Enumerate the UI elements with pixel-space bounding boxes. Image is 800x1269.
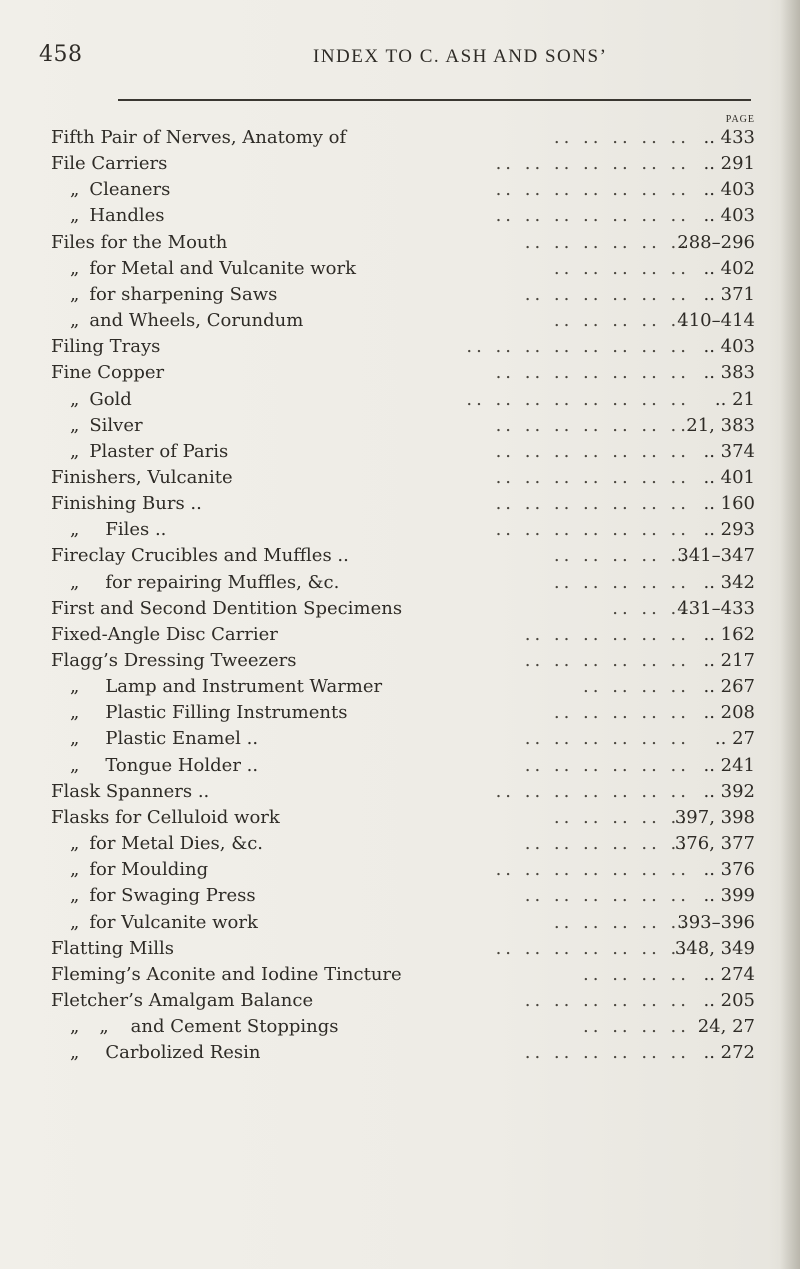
ditto-mark: „	[70, 519, 80, 541]
ditto-mark: „	[70, 754, 80, 776]
index-term	[51, 230, 227, 256]
index-term-text: for Metal Dies, &c.	[89, 833, 264, 855]
dot-leader: .. .. .. .. .. .. ..	[495, 205, 690, 227]
index-entry	[0, 726, 800, 752]
dot-leader: .. .. .. .. .. ..	[524, 989, 690, 1011]
index-term-text: Fine Copper	[51, 362, 165, 384]
index-page-reference: .. 241	[703, 754, 755, 776]
index-term-text: Silver	[89, 414, 143, 436]
index-entry	[0, 962, 800, 988]
index-term-text: Fleming’s Aconite and Iodine Tincture	[51, 963, 402, 985]
index-term	[70, 674, 382, 700]
index-term-text: First and Second Dentition Specimens	[51, 597, 403, 619]
index-term	[51, 360, 164, 386]
index-term-text: Finishers, Vulcanite	[51, 466, 233, 488]
index-page-reference: 410–414	[677, 310, 755, 332]
index-entry	[0, 151, 800, 177]
index-page-reference: .. 342	[703, 571, 755, 593]
index-page-reference: .. 403	[703, 205, 755, 227]
index-entry	[0, 203, 800, 229]
dot-leader: .. .. .. .. .. .. ..	[495, 440, 690, 462]
index-entry	[0, 883, 800, 909]
index-page-reference: .. 392	[703, 780, 755, 802]
index-page-reference: .. 403	[703, 179, 755, 201]
index-entry	[0, 753, 800, 779]
index-entry	[0, 857, 800, 883]
index-term	[51, 779, 209, 805]
index-entry	[0, 622, 800, 648]
index-term-text: Flagg’s Dressing Tweezers	[51, 650, 297, 671]
dot-leader: .. .. .. .. ..	[553, 545, 690, 567]
index-entry	[0, 177, 800, 203]
index-entry	[0, 596, 800, 622]
index-page-reference: .. 371	[703, 283, 755, 305]
index-term-text: Fletcher’s Amalgam Balance	[51, 989, 314, 1011]
index-term	[51, 622, 278, 648]
dot-leader: .. .. .. .. ..	[553, 310, 690, 332]
ditto-mark: „	[70, 911, 80, 933]
dot-leader: .. .. .. .. .. .. ..	[495, 859, 690, 881]
dot-leader: .. .. .. .. .. .. ..	[495, 937, 690, 959]
index-term	[70, 700, 347, 726]
index-entry	[0, 543, 800, 569]
dot-leader: .. .. .. .. .. .. ..	[495, 153, 690, 175]
ditto-mark: „	[70, 440, 80, 462]
index-term-text: for Metal and Vulcanite work	[89, 257, 356, 279]
ditto-mark: „	[70, 728, 80, 750]
dot-leader: .. .. .. .. .. ..	[524, 1042, 690, 1064]
index-entry	[0, 413, 800, 439]
index-page-reference: 431–433	[677, 597, 755, 619]
index-term-text: Fixed-Angle Disc Carrier	[51, 623, 278, 645]
index-term	[51, 988, 313, 1014]
ditto-mark: „	[70, 859, 80, 881]
ditto-mark: „	[70, 1042, 80, 1064]
index-page-reference: .. 272	[703, 1042, 755, 1064]
index-entry	[0, 805, 800, 831]
index-entry	[0, 256, 800, 282]
index-term	[51, 596, 402, 622]
page-edge-shadow	[780, 0, 800, 1269]
index-term	[70, 256, 356, 282]
index-term	[70, 203, 165, 229]
index-entry	[0, 308, 800, 334]
index-term-text: Flatting Mills	[51, 937, 174, 959]
dot-leader: .. .. .. .. .. .. ..	[495, 493, 690, 515]
index-term-text: and Cement Stoppings	[130, 1016, 339, 1038]
index-term	[70, 177, 170, 203]
index-term-text: Files ..	[105, 519, 167, 541]
ditto-mark: „	[99, 1016, 109, 1038]
index-term	[51, 543, 349, 569]
dot-leader: .. .. .. .. .. .. ..	[495, 466, 690, 488]
index-term-text: Finishing Burs ..	[51, 493, 202, 515]
index-entry	[0, 570, 800, 596]
index-term	[70, 726, 258, 752]
index-term-text: for Vulcanite work	[89, 911, 258, 933]
ditto-mark: „	[70, 205, 80, 227]
index-term	[70, 439, 228, 465]
dot-leader: .. .. ..	[612, 597, 690, 619]
index-entry	[0, 910, 800, 936]
index-entry	[0, 230, 800, 256]
index-term	[70, 831, 263, 857]
dot-leader: .. .. .. .. .. .. ..	[495, 780, 690, 802]
dot-leader: .. .. .. .. .. ..	[524, 728, 690, 750]
index-page-reference: .. 27	[714, 728, 755, 750]
index-term-text: Plaster of Paris	[89, 440, 229, 462]
ditto-mark: „	[70, 257, 80, 279]
index-term	[70, 753, 258, 779]
index-page-reference: 341–347	[677, 545, 755, 567]
dot-leader: .. .. .. ..	[583, 963, 690, 985]
index-entry	[0, 1040, 800, 1066]
dot-leader: .. .. .. .. .. .. ..	[495, 179, 690, 201]
index-term	[70, 387, 132, 413]
index-term	[70, 1014, 338, 1040]
index-term	[70, 1040, 260, 1066]
ditto-mark: „	[70, 283, 80, 305]
index-page-reference: .. 401	[703, 466, 755, 488]
dot-leader: .. .. .. .. .. .. ..	[495, 519, 690, 541]
index-term-text: Lamp and Instrument Warmer	[105, 676, 383, 698]
ditto-mark: „	[70, 885, 80, 907]
index-term-text: for Swaging Press	[89, 885, 256, 907]
index-entry	[0, 936, 800, 962]
dot-leader: .. .. .. .. ..	[553, 702, 690, 724]
index-term	[51, 648, 297, 674]
index-term-text: Fireclay Crucibles and Muffles ..	[51, 545, 349, 567]
index-entry	[0, 334, 800, 360]
dot-leader: .. .. .. .. ..	[553, 806, 690, 828]
index-page-reference: .. 403	[703, 336, 755, 358]
index-term	[51, 334, 160, 360]
index-page-reference: .. 291	[703, 153, 755, 175]
index-entry	[0, 439, 800, 465]
index-term	[51, 465, 233, 491]
index-term	[70, 857, 208, 883]
dot-leader: .. .. .. .. .. ..	[524, 623, 690, 645]
ditto-mark: „	[70, 676, 80, 698]
dot-leader: .. .. .. .. .. ..	[524, 650, 690, 671]
dot-leader: .. .. .. .. .. ..	[524, 885, 690, 907]
index-term-text: Flask Spanners ..	[51, 780, 210, 802]
dot-leader: .. .. .. .. ..	[553, 571, 690, 593]
header-rule	[118, 99, 751, 101]
index-page-reference: .. 267	[703, 676, 755, 698]
index-term-text: Handles	[89, 205, 165, 227]
index-term-text: Fifth Pair of Nerves, Anatomy of	[51, 127, 347, 148]
index-entry	[0, 360, 800, 386]
index-term-text: Filing Trays	[51, 336, 161, 358]
ditto-mark: „	[70, 833, 80, 855]
index-term-text: Carbolized Resin	[105, 1042, 261, 1064]
dot-leader: .. .. .. .. ..	[553, 257, 690, 279]
index-entry	[0, 465, 800, 491]
ditto-mark: „	[70, 388, 80, 410]
index-term-text: Plastic Filling Instruments	[105, 702, 348, 724]
index-term	[51, 125, 346, 151]
ditto-mark: „	[70, 571, 80, 593]
index-page-reference: .. 205	[703, 989, 755, 1011]
running-head: INDEX TO C. ASH AND SONS’	[313, 46, 608, 67]
index-page-reference: .. 162	[703, 623, 755, 645]
index-term	[51, 151, 167, 177]
index-term-text: Tongue Holder ..	[105, 754, 259, 776]
index-page-reference: 348, 349	[674, 937, 755, 959]
index-term-text: for Moulding	[89, 859, 209, 881]
index-entry	[0, 700, 800, 726]
index-term-text: for sharpening Saws	[89, 283, 278, 305]
index-entry	[0, 387, 800, 413]
index-page-reference: 393–396	[677, 911, 755, 933]
dot-leader: .. .. .. .. .. ..	[524, 754, 690, 776]
dot-leader: .. .. .. .. .. ..	[524, 833, 690, 855]
index-page-reference: .. 217	[703, 650, 755, 671]
index-entry	[0, 648, 800, 674]
dot-leader: .. .. .. .. ..	[553, 127, 690, 148]
dot-leader: .. .. .. .. .. .. ..	[495, 414, 690, 436]
index-entry	[0, 517, 800, 543]
dot-leader: .. .. .. .. .. .. .. ..	[466, 336, 690, 358]
index-entry	[0, 125, 800, 151]
index-page-reference: .. 399	[703, 885, 755, 907]
dot-leader: .. .. .. .. .. .. ..	[495, 362, 690, 384]
dot-leader: .. .. .. .. .. .. .. ..	[466, 388, 690, 410]
index-entry	[0, 831, 800, 857]
index-page-reference: 21, 383	[686, 414, 755, 436]
index-term-text: Files for the Mouth	[51, 231, 228, 253]
page-number: 458	[39, 42, 83, 67]
index-term	[70, 570, 339, 596]
index-term	[70, 883, 256, 909]
index-page-reference: 288–296	[677, 231, 755, 253]
index-entry	[0, 1014, 800, 1040]
dot-leader: .. .. .. .. .. ..	[524, 283, 690, 305]
index-entry	[0, 282, 800, 308]
ditto-mark: „	[70, 310, 80, 332]
ditto-mark: „	[70, 1016, 80, 1038]
ditto-mark: „	[70, 702, 80, 724]
dot-leader: .. .. .. ..	[583, 676, 690, 698]
index-term-text: File Carriers	[51, 153, 168, 175]
index-page-reference: .. 208	[703, 702, 755, 724]
index-page-reference: .. 21	[714, 388, 755, 410]
index-entry	[0, 491, 800, 517]
index-entry	[0, 779, 800, 805]
index-term-text: Flasks for Celluloid work	[51, 806, 280, 828]
index-page-reference: 376, 377	[674, 833, 755, 855]
index-page-reference: 397, 398	[674, 806, 755, 828]
index-term	[70, 910, 258, 936]
dot-leader: .. .. .. ..	[583, 1016, 690, 1038]
index-page-reference: .. 383	[703, 362, 755, 384]
dot-leader: .. .. .. .. .. ..	[524, 231, 690, 253]
index-term	[51, 805, 280, 831]
index-term-text: Gold	[89, 388, 132, 410]
dot-leader: .. .. .. .. ..	[553, 911, 690, 933]
index-term-text: Cleaners	[89, 179, 171, 201]
index-term	[51, 936, 174, 962]
index-term	[51, 962, 402, 988]
index-term	[70, 308, 303, 334]
index-page-reference: 24, 27	[697, 1016, 755, 1038]
index-term	[51, 491, 202, 517]
index-entry	[0, 988, 800, 1014]
index-term-text: for repairing Muffles, &c.	[105, 571, 340, 593]
index-page-reference: .. 376	[703, 859, 755, 881]
index-term	[70, 413, 143, 439]
index-page-reference: .. 433	[703, 127, 755, 148]
index-page-reference: .. 293	[703, 519, 755, 541]
ditto-mark: „	[70, 179, 80, 201]
page-column-heading: PAGE	[725, 114, 755, 125]
index-term	[70, 517, 166, 543]
index-page-reference: .. 402	[703, 257, 755, 279]
ditto-mark: „	[70, 414, 80, 436]
index-entry	[0, 674, 800, 700]
index-page-reference: .. 160	[703, 493, 755, 515]
index-term	[70, 282, 277, 308]
index-term-text: Plastic Enamel ..	[105, 728, 259, 750]
index-page-reference: .. 274	[703, 963, 755, 985]
index-term-text: and Wheels, Corundum	[89, 310, 304, 332]
index-page-reference: .. 374	[703, 440, 755, 462]
